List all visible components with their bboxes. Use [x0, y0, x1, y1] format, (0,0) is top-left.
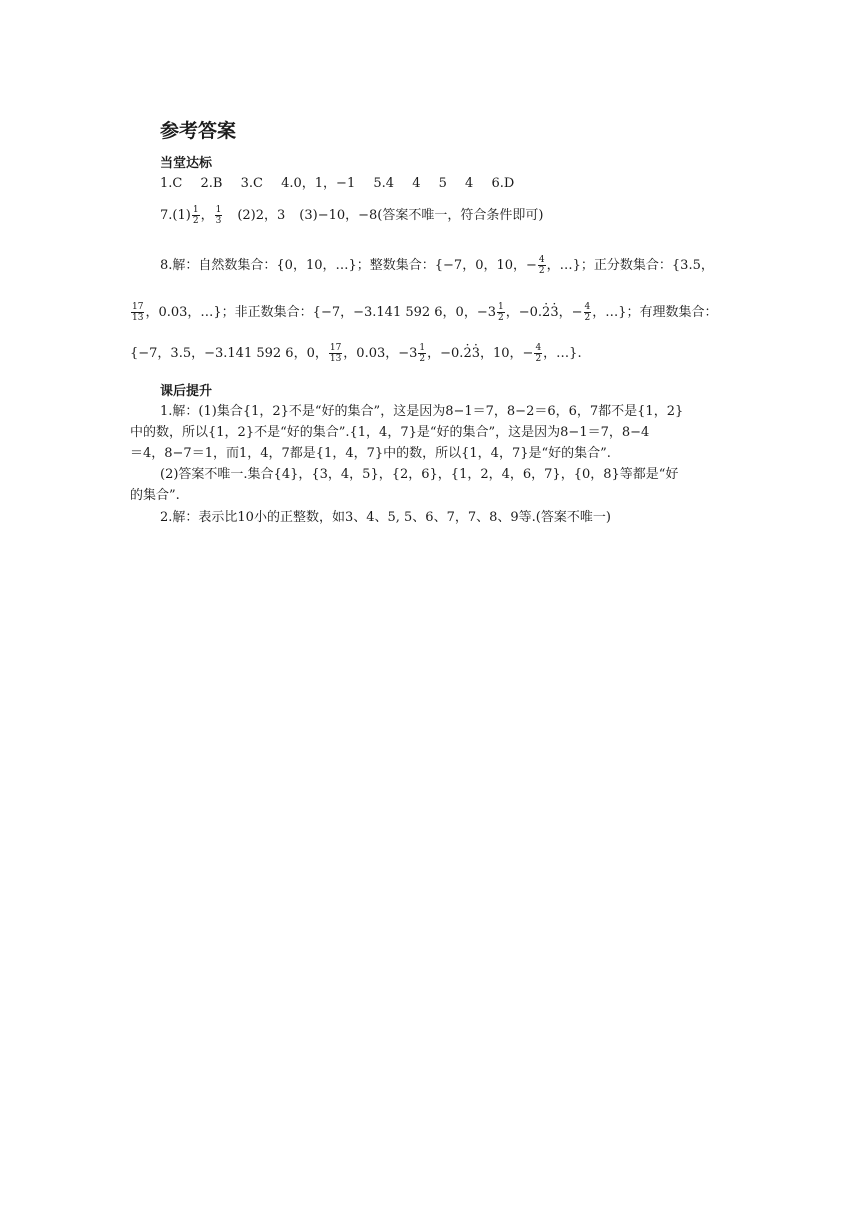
problem-1-line-2: 中的数，所以{1，2}不是“好的集合”.{1，4，7}是“好的集合”，这是因为8−1＝7，8−4 — [130, 425, 650, 440]
fraction: $\frac{4}{2}$ — [535, 343, 542, 364]
answer-8-line-3: {−7，3.5，−3.141 592 6，0， $\frac{17}{13}$ ，0.03，−3 $\frac{1}{2}$ ，−0.2 ·3 ·，10，− $\frac{4}{2}$ ，…}. — [130, 343, 582, 364]
answer-2: 2.B — [200, 176, 223, 191]
fraction: $\frac{17}{13}$ — [329, 343, 342, 364]
problem-1-line-1: 1.解：(1)集合{1，2}不是“好的集合”，这是因为8−1＝7，8−2＝6，6，7都不是{1，2} — [160, 404, 684, 419]
fraction: $\frac{4}{2}$ — [584, 302, 591, 323]
problem-1-part-2-line-2: 的集合”. — [130, 488, 180, 503]
repeating-digit: 3 · — [550, 305, 558, 321]
answer-6: 6.D — [491, 176, 515, 191]
fraction: $\frac{17}{13}$ — [132, 302, 144, 323]
fraction: $\frac{4}{2}$ — [538, 255, 545, 276]
answer-8-line-1: 8.解：自然数集合：{0，10，…}；整数集合：{−7，0，10，− $\frac{4}{2}$ ，…}；正分数集合：{3.5， — [160, 255, 714, 276]
repeating-digit: 2 · — [463, 346, 471, 362]
problem-1-part-2-line-1: (2)答案不唯一.集合{4}，{3，4，5}，{2，6}，{1，2，4，6，7}，{0，8}等都是“好 — [160, 467, 679, 482]
repeating-digit: 3 · — [472, 346, 480, 362]
repeating-digit: 2 · — [542, 305, 550, 321]
answer-7: 7.(1) $\frac{1}{2}$ ， $\frac{1}{3}$ (2)2，3 (3)−10，−8(答案不唯一，符合条件即可) — [160, 205, 544, 226]
section-heading-after-class: 课后提升 — [160, 384, 213, 399]
fraction: $\frac{1}{2}$ — [192, 205, 199, 226]
answer-3: 3.C — [240, 176, 263, 191]
page-title: 参考答案 — [160, 120, 237, 142]
answer-5c: 5 — [438, 176, 447, 191]
problem-1-line-3: ＝4，8−7＝1，而1，4，7都是{1，4，7}中的数，所以{1，4，7}是“好的集合”. — [130, 446, 611, 461]
problem-2-line-1: 2.解：表示比10小的正整数，如3、4、5, 5、6、7，7、8、9等.(答案不唯一) — [160, 510, 611, 525]
fraction: $\frac{1}{2}$ — [419, 343, 426, 364]
section-heading-in-class: 当堂达标 — [160, 156, 213, 171]
fraction: $\frac{1}{3}$ — [215, 205, 222, 226]
answers-row-1 — [160, 176, 514, 192]
fraction: $\frac{1}{2}$ — [498, 302, 504, 323]
answer-5: 5.4 — [373, 176, 395, 191]
answer-1: 1.C — [160, 176, 183, 191]
answer-5b: 4 — [412, 176, 421, 191]
answer-8-line-2: $\frac{17}{13}$ ，0.03，…}；非正数集合：{−7，−3.141 592 6，0，−3 $\frac{1}{2}$ ，−0.2 ·3 ·，− $\frac{4}{2}$ ，…}；有理数集合： — [130, 302, 718, 323]
answer-5d: 4 — [465, 176, 474, 191]
answer-4: 4.0，1，−1 — [281, 176, 356, 191]
